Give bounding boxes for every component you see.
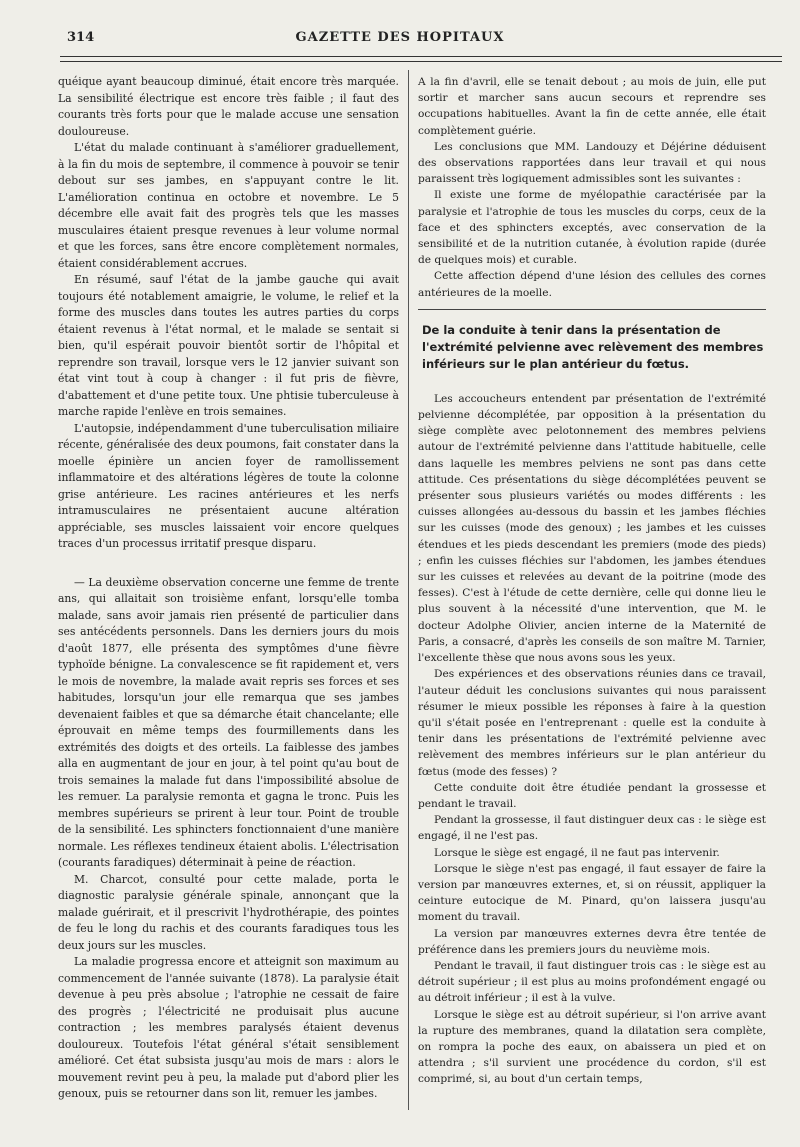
page-number: 314 — [67, 30, 95, 45]
paragraph: A la fin d'avril, elle se tenait debout ; au mois de juin, elle put sortir et marcher sans aucun secours et reprendre ses occupations habituelles. Avant la fin de cette année, elle était complètement guérie. — [418, 76, 766, 137]
paragraph: Pendant le travail, il faut distinguer trois cas : le siège est au détroit supérieur ; il est plus au moins profondément engagé ou au détroit inférieur ; il est à la vulve. — [418, 959, 766, 1005]
paragraph: La maladie progressa encore et atteignit son maximum au commencement de l'année suivante (1878). La paralysie était devenue à peu près absolue ; l'atrophie ne cessait de faire des progrès ; l'électricité ne produisait plus aucune contraction ; les membres paralysés étaient devenus douloureux. Toutefois l'état général s'était sensiblement amélioré. Cet état subsista jusqu'au mois de mars : alors le mouvement revint peu à peu, la malade put d'abord plier les genoux, puis se retourner dans son lit, remuer les jambes. — [58, 955, 399, 1100]
paragraph: Les conclusions que MM. Landouzy et Déjérine déduisent des observations rapportées dans leur travail et qui nous paraissent très logiquement admissibles sont les suivantes : — [418, 140, 766, 186]
paragraph: L'autopsie, indépendamment d'une tuberculisation miliaire récente, généralisée des deux poumons, fait constater dans la moelle épinière un ancien foyer de ramollissement inflammatoire et des altérations légères de toute la colonne grise antérieure. Les racines antérieures et les nerfs intramusculaires ne présentaient aucune altération appréciable, ses muscles laissaient voir encore quelques traces d'un processus irritatif presque disparu. — [58, 421, 399, 550]
right-column — [418, 74, 766, 1088]
paragraph: Il existe une forme de myélopathie caractérisée par la paralysie et l'atrophie de tous les muscles du corps, ceux de la face et des sphincters exceptés, avec conservation de la sensibilité et de la nutrition cutanée, à évolution rapide (durée de quelques mois) et curable. — [418, 189, 766, 267]
paragraph: Lorsque le siège est au détroit supérieur, si l'on arrive avant la rupture des membranes, quand la dilatation sera complète, on rompra la poche des eaux, on abaissera un pied et on attendra ; s'il survient une procédence du cordon, s'il est comprimé, si, au bout d'un certain temps, — [418, 1008, 766, 1086]
paragraph: L'état du malade continuant à s'améliorer graduellement, à la fin du mois de septembre, il commence à pouvoir se tenir debout sur ses jambes, en s'appuyant contre le lit. L'amélioration continua en octobre et novembre. Le 5 décembre elle avait fait des progrès tels que les masses musculaires étaient presque revenues à leur volume normal et que les forces, sans être encore complètement normales, étaient considérablement accrues. — [58, 141, 399, 270]
paragraph: Pendant la grossesse, il faut distinguer deux cas : le siège est engagé, il ne l'est pas. — [418, 814, 766, 843]
paragraph: Lorsque le siège n'est pas engagé, il faut essayer de faire la version par manœuvres externes, et, si on réussit, appliquer la ceinture eutocique de M. Pinard, qu'on laissera jusqu'au moment du travail. — [418, 862, 766, 924]
paragraph: Des expériences et des observations réunies dans ce travail, l'auteur déduit les conclusions suivantes qui nous paraissent résumer le mieux possible les réponses à faire à la question qu'il s'était posée en l'entreprenant : quelle est la conduite à tenir dans les présentations de l'extrémité pelvienne avec relèvement des membres inférieurs sur le plan antérieur du fœtus (mode des fesses) ? — [418, 668, 766, 778]
paragraph: Les accoucheurs entendent par présentation de l'extrémité pelvienne décomplétée, par opposition à la présentation du siège complète avec pelotonnement des membres pelviens autour de l'extrémité pelvienne dans l'attitude habituelle, celle dans laquelle les membres pelviens ne sont pas dans cette attitude. Ces présentations du siège décomplétées peuvent se présenter sous plusieurs variétés ou modes différents : les cuisses allongées au-dessous du bassin et les jambes fléchies sur les cuisses (mode des genoux) ; les jambes et les cuisses étendues et les pieds descendant les premiers (mode des pieds) ; enfin les cuisses fléchies sur l'abdomen, les jambes étendues sur les cuisses et relevées au devant de la poitrine (mode des fesses). C'est à l'étude de cette dernière, celle qui donne lieu le plus souvent à la nécessité d'une intervention, que M. le docteur Adolphe Olivier, ancien interne de la Maternité de Paris, a consacré, d'après les conseils de son maître M. Tarnier, l'excellente thèse que nous avons sous les yeux. — [418, 392, 766, 665]
paragraph: Cette affection dépend d'une lésion des cellules des cornes antérieures de la moelle. — [418, 270, 766, 299]
paragraph: Lorsque le siège est engagé, il ne faut pas intervenir. — [434, 846, 720, 859]
paragraph: Cette conduite doit être étudiée pendant la grossesse et pendant le travail. — [418, 781, 766, 810]
paragraph: En résumé, sauf l'état de la jambe gauche qui avait toujours été notablement amaigrie, le volume, le relief et la forme des muscles dans toutes les autres parties du corps étaient revenus à l'état normal, et le malade se sentait si bien, qu'il espérait pouvoir bientôt sortir de l'hôpital et reprendre son travail, lorsque vers le 12 janvier suivant son état vint tout à coup à changer : il fut pris de fièvre, d'abattement et d'une petite toux. Une phtisie tuberculeuse à marche rapide l'enlève en trois semaines. — [58, 273, 399, 418]
journal-title: GAZETTE DES HOPITAUX — [295, 30, 505, 45]
paragraph: quéique ayant beaucoup diminué, était encore très marquée. La sensibilité électrique est encore très faible ; il faut des courants très forts pour que le malade accuse une sensation douloureuse. — [58, 75, 399, 138]
paragraph: La version par manœuvres externes devra être tentée de préférence dans les premiers jours du neuvième mois. — [418, 927, 766, 956]
paragraph: — La deuxième observation concerne une femme de trente ans, qui allaitait son troisième enfant, lorsqu'elle tomba malade, sans avoir jamais rien présenté de particulier dans ses antécédents personnels. Dans les derniers jours du mois d'août 1877, elle présenta des symptômes d'une fièvre typhoïde bénigne. La convalescence se fit rapidement et, vers le mois de novembre, la malade avait repris ses forces et ses habitudes, lorsqu'un jour elle remarqua que ses jambes devenaient faibles et que sa démarche était chancelante; elle éprouvait en même temps des fourmillements dans les extrémités des doigts et des orteils. La faiblesse des jambes alla en augmentant de jour en jour, à tel point qu'au bout de trois semaines la malade fut dans l'impossibilité absolue de les remuer. La paralysie remonta et gagna le tronc. Puis les membres supérieurs se prirent à leur tour. Point de trouble de la sensibilité. Les sphincters fonctionnaient d'une manière normale. Les réflexes tendineux étaient abolis. L'électrisation (courants faradiques) déterminait à peine de réaction. — [58, 575, 399, 869]
column-divider — [408, 70, 409, 1110]
section-rule — [418, 309, 766, 310]
header-rule-top — [60, 56, 782, 57]
left-column — [58, 74, 399, 1103]
section-title: De la conduite à tenir dans la présentation de l'extrémité pelvienne avec relèvement des membres inférieurs sur le plan antérieur du fœtus. — [422, 322, 764, 371]
paragraph: M. Charcot, consulté pour cette malade, porta le diagnostic paralysie générale spinale, annonçant que la malade guérirait, et il prescrivit l'hydrothérapie, des pointes de feu le long du rachis et des courants faradiques tous les deux jours sur les muscles. — [58, 872, 399, 952]
header-rule-bottom — [60, 61, 782, 62]
paragraph-gap — [58, 553, 399, 575]
